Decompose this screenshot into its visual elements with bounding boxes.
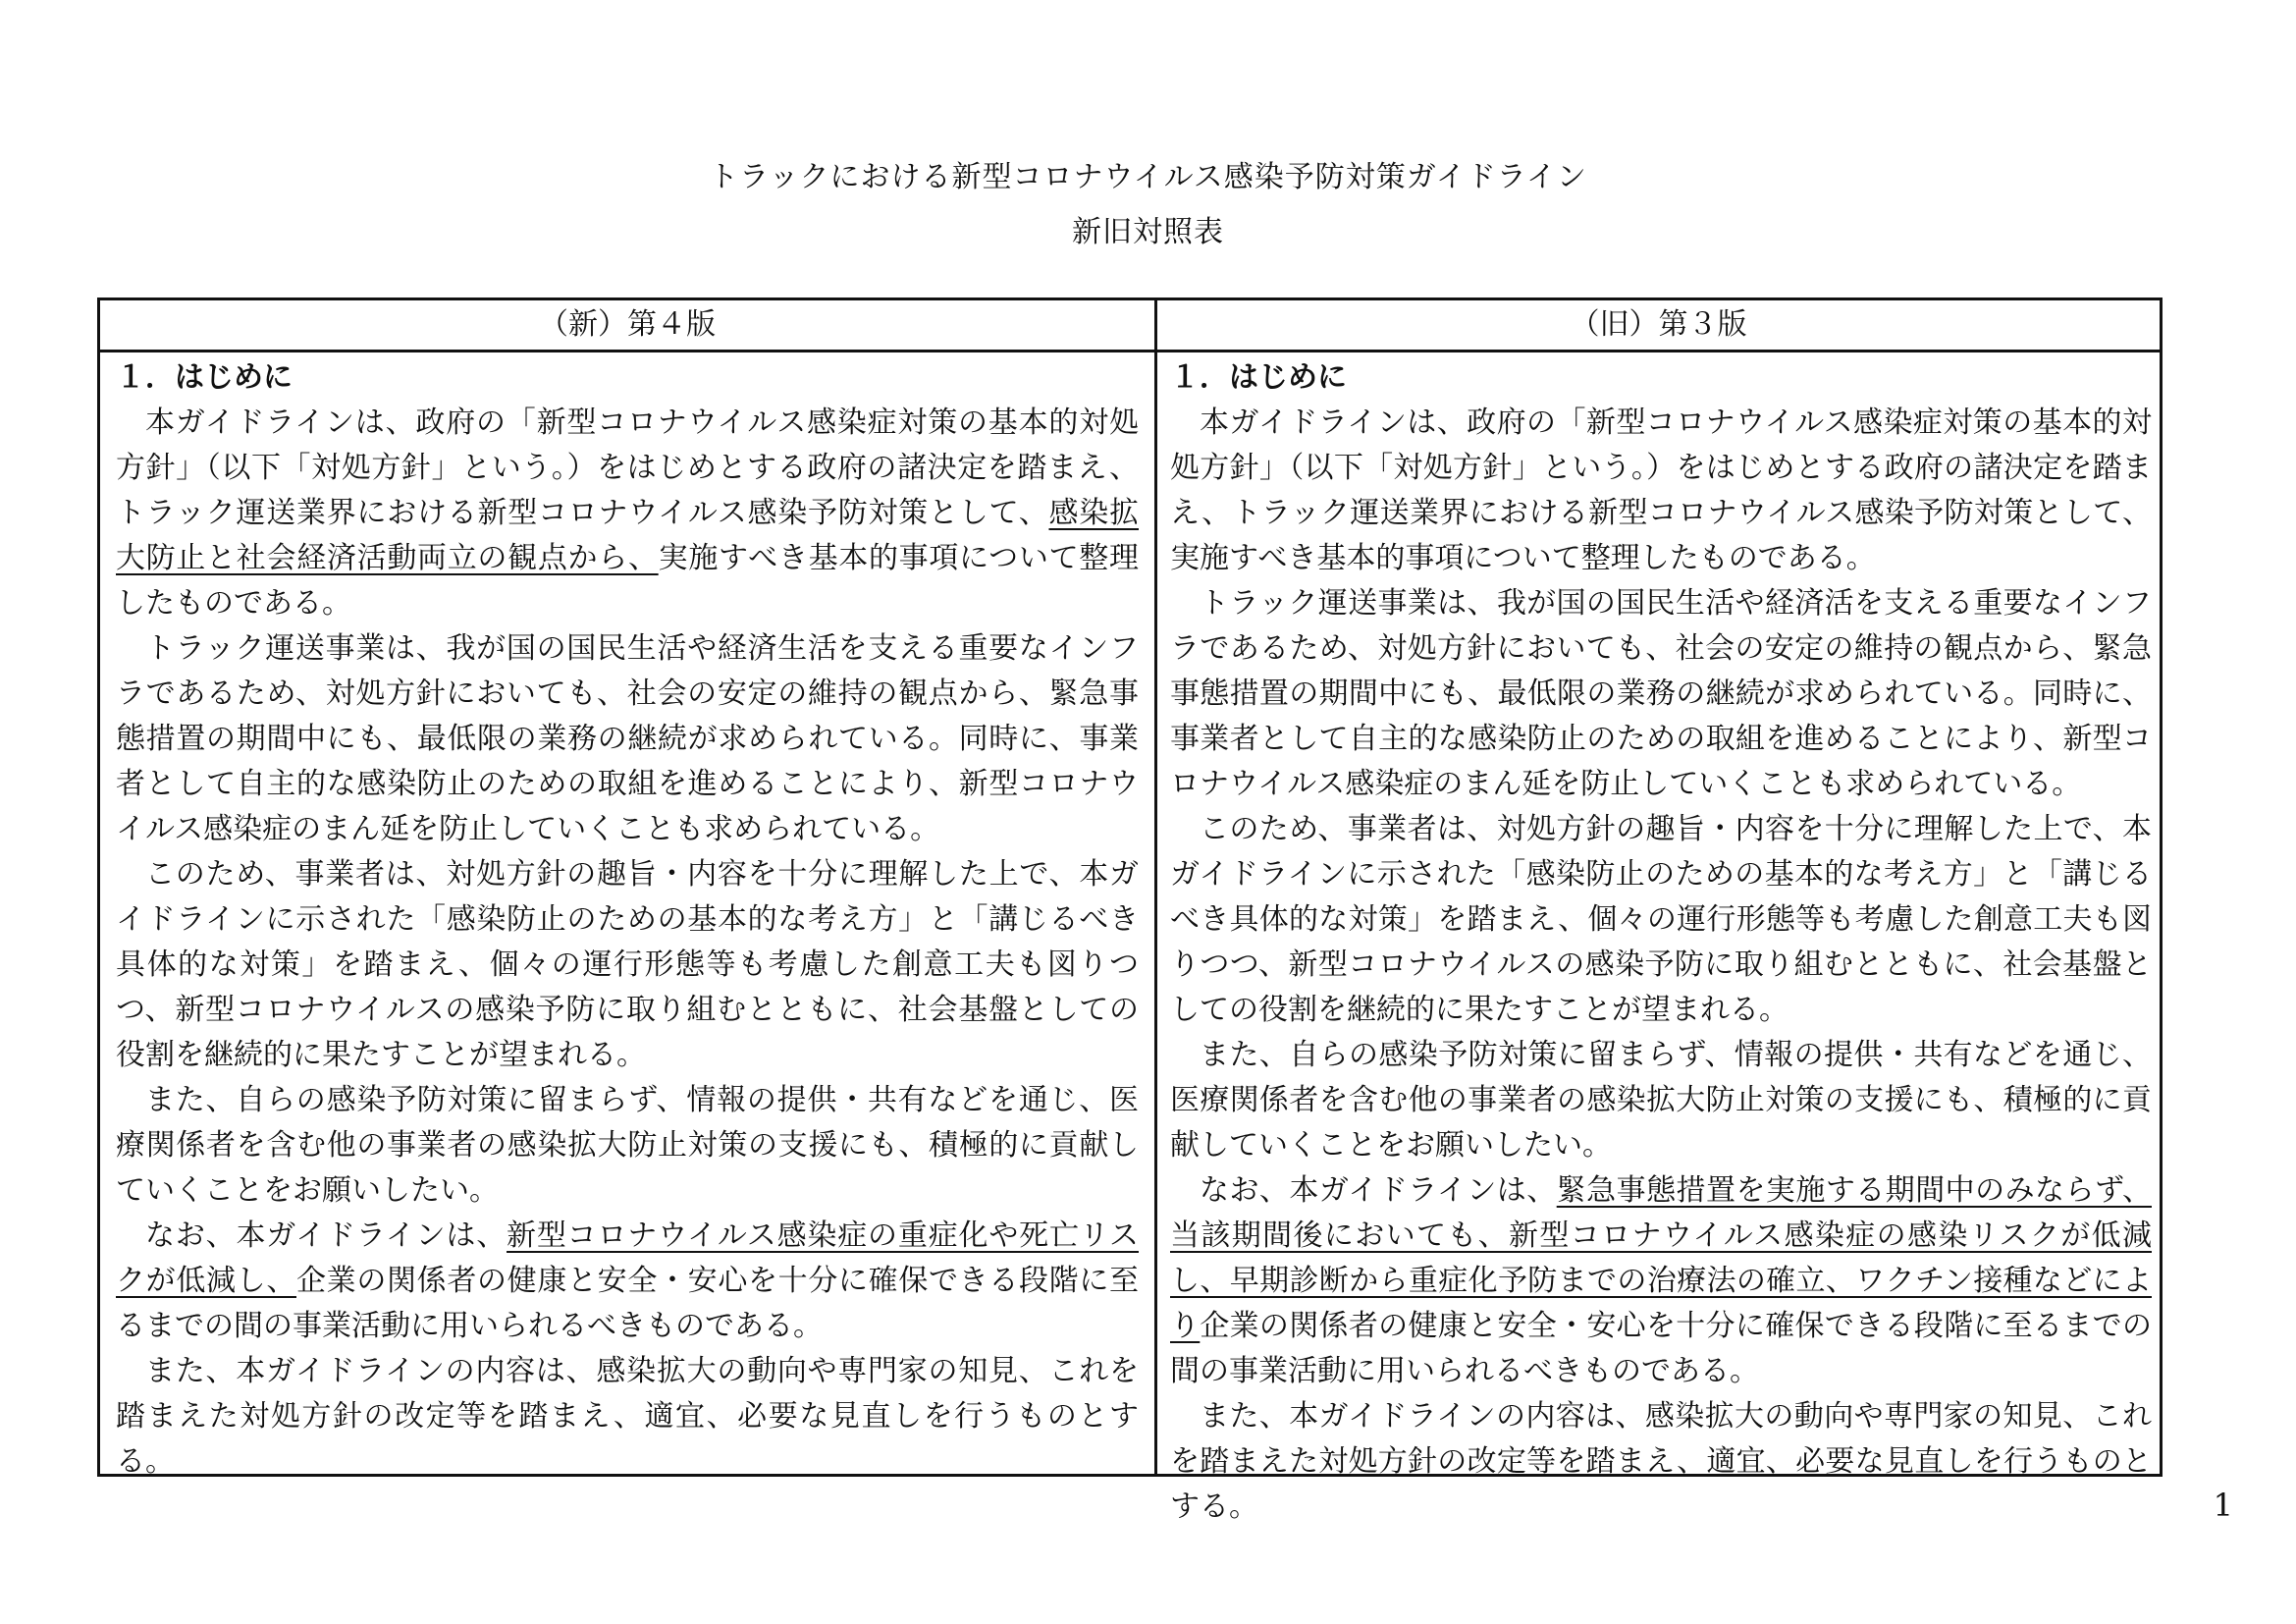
column-divider [1154,300,1157,1474]
old-paragraph-1: 本ガイドラインは、政府の「新型コロナウイルス感染症対策の基本的対処方針」（以下「対処方針」という。）をはじめとする政府の諸決定を踏まえ、トラック運送業界における新型コロナウイルス感染予防対策として、実施すべき基本的事項について整理したものである。 [1170,406,2152,575]
old-version-header: （旧）第３版 [1570,307,1747,342]
new-version-column [116,355,1139,1485]
new-paragraph-5 [116,1214,1139,1349]
comparison-table [97,298,2163,1524]
old-p5-underlined-change: 緊急事態措置を実施する期間中のみならず、当該期間後においても、新型コロナウイルス感染症の感染リスクが低減し、早期診断から重症化予防までの治療法の確立、ワクチン接種などにより [1170,1173,2152,1343]
new-paragraph-3: このため、事業者は、対処方針の趣旨・内容を十分に理解した上で、本ガイドラインに示された「感染防止のための基本的な考え方」と「講じるべき具体的な対策」を踏まえ、個々の運行形態等も考慮した創意工夫も図りつつ、新型コロナウイルスの感染予防に取り組むとともに、社会基盤としての役割を継続的に果たすことが望まれる。 [116,857,1139,1072]
old-paragraph-5 [1170,1168,2152,1394]
new-paragraph-2: トラック運送事業は、我が国の国民生活や経済生活を支える重要なインフラであるため、対処方針においても、社会の安定の維持の観点から、緊急事態措置の期間中にも、最低限の業務の継続が求められている。同時に、事業者として自主的な感染防止のための取組を進めることにより、新型コロナウイルス感染症のまん延を防止していくことも求められている。 [116,631,1139,846]
new-p5-text-b: 企業の関係者の健康と安全・安心を十分に確保できる段階に至るまでの間の事業活動に用いられるべきものである。 [116,1264,1139,1343]
page-number: 1 [2213,1487,2233,1524]
new-p1-underlined-change: 感染拡大防止と社会経済活動両立の観点から、 [116,496,1139,575]
old-paragraph-3: このため、事業者は、対処方針の趣旨・内容を十分に理解した上で、本ガイドラインに示された「感染防止のための基本的な考え方」と「講じるべき具体的な対策」を踏まえ、個々の運行形態等も考慮した創意工夫も図りつつ、新型コロナウイルスの感染予防に取り組むとともに、社会基盤としての役割を継続的に果たすことが望まれる。 [1170,812,2152,1027]
new-paragraph-4: また、自らの感染予防対策に留まらず、情報の提供・共有などを通じ、医療関係者を含む他の事業者の感染拡大防止対策の支援にも、積極的に貢献していくことをお願いしたい。 [116,1083,1139,1208]
new-version-header: （新）第４版 [539,307,716,342]
old-paragraph-4: また、自らの感染予防対策に留まらず、情報の提供・共有などを通じ、医療関係者を含む他の事業者の感染拡大防止対策の支援にも、積極的に貢献していくことをお願いしたい。 [1170,1038,2152,1163]
old-p5-text-a: なお、本ガイドラインは、 [1200,1173,1557,1208]
new-p5-underlined-change: 新型コロナウイルス感染症の重症化や死亡リスクが低減し、 [116,1218,1139,1298]
new-paragraph-6: また、本ガイドラインの内容は、感染拡大の動向や専門家の知見、これを踏まえた対処方針の改定等を踏まえ、適宜、必要な見直しを行うものとする。 [116,1354,1139,1479]
new-p5-text-a: なお、本ガイドラインは、 [145,1218,507,1253]
old-paragraph-6: また、本ガイドラインの内容は、感染拡大の動向や専門家の知見、これを踏まえた対処方針の改定等を踏まえ、適宜、必要な見直しを行うものとする。 [1170,1399,2152,1524]
document-subtitle: 新旧対照表 [1072,215,1224,249]
new-p1-text-b: 実施すべき基本的事項について整理したものである。 [116,541,1139,621]
old-version-column [1170,355,2152,1530]
old-paragraph-2: トラック運送事業は、我が国の国民生活や経済活を支える重要なインフラであるため、対処方針においても、社会の安定の維持の観点から、緊急事態措置の期間中にも、最低限の業務の継続が求められている。同時に、事業者として自主的な感染防止のための取組を進めることにより、新型コロナウイルス感染症のまん延を防止していくことも求められている。 [1170,586,2152,801]
new-section-title: １．はじめに [116,360,293,395]
old-p5-text-b: 企業の関係者の健康と安全・安心を十分に確保できる段階に至るまでの間の事業活動に用いられるべきものである。 [1170,1309,2152,1388]
header-divider [100,350,2160,352]
new-p1-text-a: 本ガイドラインは、政府の「新型コロナウイルス感染症対策の基本的対処方針」（以下「対処方針」という。）をはじめとする政府の諸決定を踏まえ、トラック運送業界における新型コロナウイルス感染予防対策として、 [116,406,1139,530]
document-title: トラックにおける新型コロナウイルス感染予防対策ガイドライン [709,160,1587,194]
new-paragraph-1 [116,401,1139,626]
old-section-title: １．はじめに [1170,360,1347,395]
